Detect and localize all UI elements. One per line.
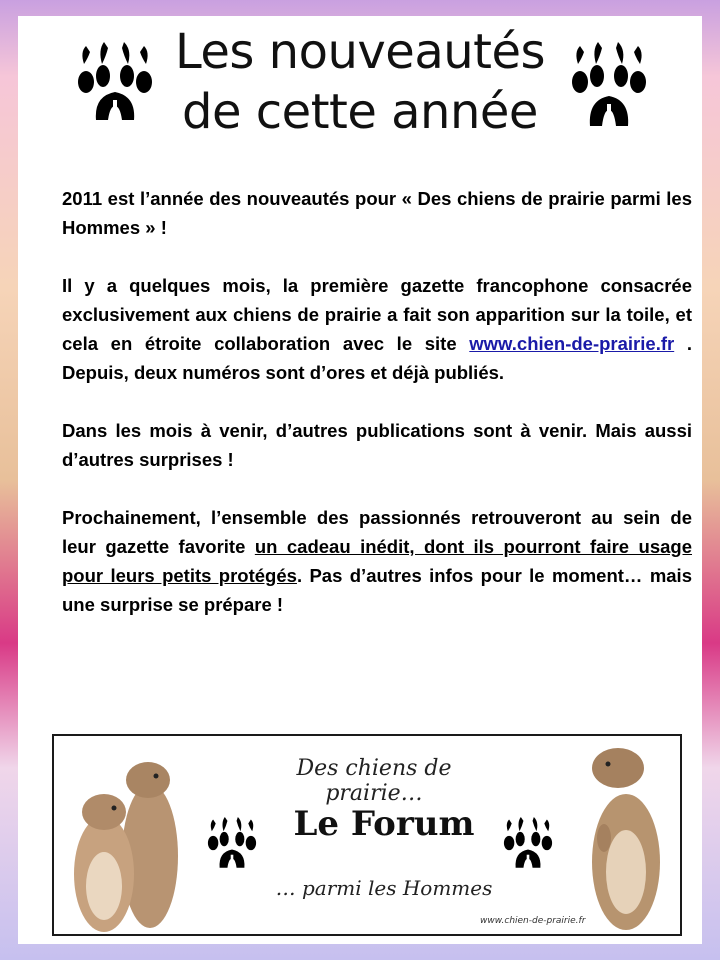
prairie-dog-pair-image — [60, 746, 190, 932]
paragraph-2 — [62, 271, 692, 387]
paragraph-4-text: Prochainement, l’ensemble des passionnés retrouveront au sein de leur gazette favorite — [62, 507, 692, 557]
forum-banner — [52, 734, 682, 936]
paragraph-4 — [62, 503, 692, 619]
banner-line-2: … parmi les Hommes — [275, 876, 493, 900]
paw-icon — [72, 42, 158, 122]
prairie-dog-image — [574, 738, 674, 932]
page-title — [158, 22, 562, 142]
paw-icon — [566, 42, 652, 128]
paragraph-3: Dans les mois à venir, d’autres publications sont à venir. Mais aussi d’autres surprises ! — [62, 420, 692, 470]
banner-url: www.chien-de-prairie.fr — [480, 916, 586, 926]
page — [18, 16, 702, 944]
title-line-1: Les nouveautés — [174, 24, 546, 80]
site-link[interactable]: www.chien-de-prairie.fr — [469, 333, 675, 354]
article-body — [62, 184, 692, 648]
forum-title: Le Forum — [293, 804, 475, 844]
paragraph-4-text-end: . Pas d’autres infos pour le moment… mais une surprise se prépare ! — [62, 565, 692, 615]
paw-icon — [500, 816, 556, 870]
underlined-text: un cadeau inédit, dont ils pourront faire usage pour leurs petits protégés — [62, 536, 692, 586]
paragraph-2-text: Il y a quelques mois, la première gazette francophone consacrée exclusivement aux chiens de prairie a fait son apparition sur la toile, et cela en étroite collaboration avec le site — [62, 275, 692, 354]
title-line-2: de cette année — [182, 84, 538, 140]
paragraph-2-text-end: . Depuis, deux numéros sont d’ores et déjà publiés. — [62, 333, 692, 383]
banner-line-1: Des chiens de prairie… — [296, 756, 452, 806]
paragraph-1: 2011 est l’année des nouveautés pour « Des chiens de prairie parmi les Hommes » ! — [62, 188, 692, 238]
paw-icon — [204, 816, 260, 870]
